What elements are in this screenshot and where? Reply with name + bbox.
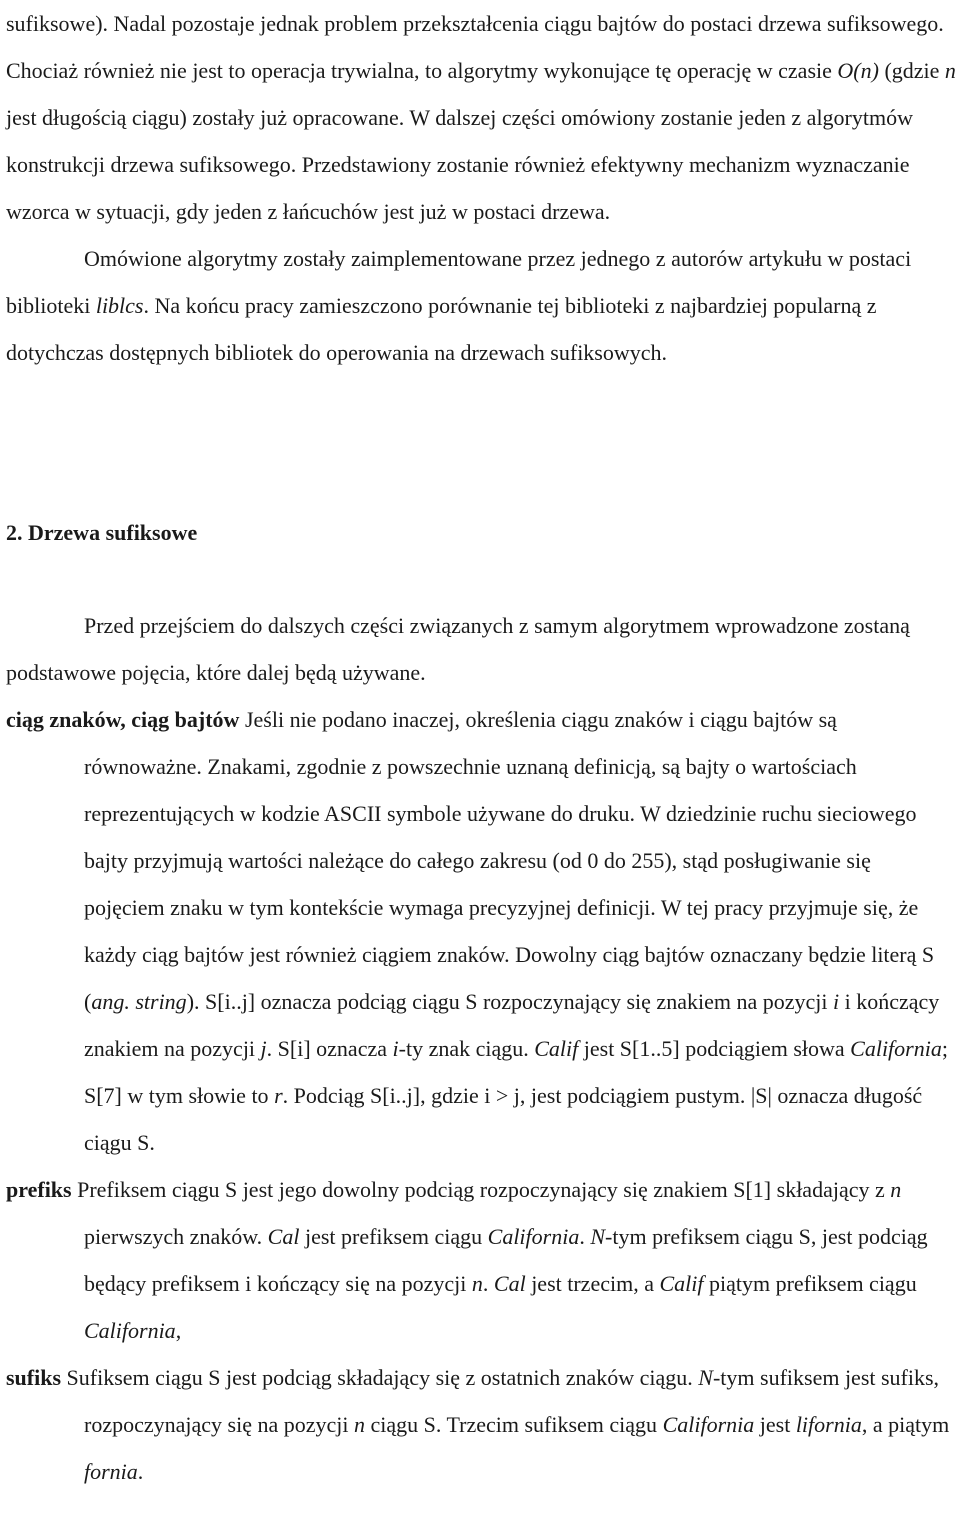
definition-term: ciąg znaków, ciąg bajtów [6, 707, 240, 732]
definition-text: . S[i] oznacza [266, 1036, 393, 1061]
definition-italic-text: Cal [493, 1271, 526, 1296]
definition-italic-text: Calif [659, 1271, 704, 1296]
definition-text: . [579, 1224, 591, 1249]
definition-text: pierwszych znaków. [84, 1224, 268, 1249]
definition-text: Prefiksem ciągu S jest jego dowolny podciąg rozpoczynający się znakiem S[1] składający z [71, 1177, 891, 1202]
definition-italic-text: California [850, 1036, 942, 1061]
definition-italic-text: n [890, 1177, 902, 1202]
definition-italic-text: ang. string [91, 989, 187, 1014]
definition-text: . Podciąg S[i..j], gdzie i > j, jest podciągiem pustym. |S| oznacza długość ciągu S. [84, 1083, 923, 1155]
definition-text: , [175, 1318, 182, 1343]
definition-text: -ty znak ciągu. [398, 1036, 535, 1061]
definition-italic-text: California [662, 1412, 755, 1437]
intro-paragraph-2: Omówione algorytmy zostały zaimplementowane przez jednego z autorów artykułu w postaci biblioteki liblcs. Na końcu pracy zamieszczono porównanie tej biblioteki z najbardziej popularną z dotychczas dostępnych bibliotek do operowania na drzewach sufiksowych. [6, 246, 912, 365]
definition-text: Sufiksem ciągu S jest podciąg składający się z ostatnich znaków ciągu. [61, 1365, 699, 1390]
definition-italic-text: fornia [84, 1459, 138, 1484]
definition-italic-text: i [392, 1036, 399, 1061]
definition-italic-text: n [353, 1412, 365, 1437]
definition-text: jest prefiksem ciągu [299, 1224, 488, 1249]
definition-text: jest S[1..5] podciągiem słowa [578, 1036, 851, 1061]
section-body [6, 602, 956, 1495]
intro-text [6, 0, 956, 376]
definition-text: , a piątym [861, 1412, 950, 1437]
definition-italic-text: N [590, 1224, 606, 1249]
definition-list [6, 696, 956, 1495]
definition-text: jest trzecim, a [525, 1271, 660, 1296]
definition-italic-text: Cal [267, 1224, 300, 1249]
definition-item [6, 696, 956, 1166]
definition-text: -tym prefiksem ciągu S, jest podciąg będący prefiksem i kończący się na pozycji [84, 1224, 928, 1296]
definition-text: . [137, 1459, 144, 1484]
definition-italic-text: Calif [534, 1036, 579, 1061]
definition-italic-text: California [487, 1224, 580, 1249]
definition-italic-text: N [698, 1365, 713, 1390]
definition-italic-text: r [274, 1083, 283, 1108]
definition-item [6, 1166, 956, 1354]
definition-italic-text: j [260, 1036, 267, 1061]
definition-text: i kończący znakiem na pozycji [84, 989, 940, 1061]
definition-italic-text: i [832, 989, 840, 1014]
definition-italic-text: California [84, 1318, 176, 1343]
definition-text: -tym sufiksem jest sufiks, rozpoczynający się na pozycji [84, 1365, 940, 1437]
definition-text: ; S[7] w tym słowie to [84, 1036, 948, 1108]
intro-paragraph-1: sufiksowe). Nadal pozostaje jednak problem przekształcenia ciągu bajtów do postaci drzewa sufiksowego. Chociaż również nie jest to operacja trywialna, to algorytmy wykonujące tę operację w czasie O(n) (gdzie n jest długością ciągu) zostały już opracowane. W dalszej części omówiony zostanie jeden z algorytmów konstrukcji drzewa sufiksowego. Przedstawiony zostanie również efektywny mechanizm wyznaczanie wzorca w sytuacji, gdy jeden z łańcuchów jest już w postaci drzewa. [6, 11, 956, 224]
section-heading: 2. Drzewa sufiksowe [6, 520, 198, 545]
definition-text: ). S[i..j] oznacza podciąg ciągu S rozpoczynający się znakiem na pozycji [186, 989, 833, 1014]
definition-italic-text: lifornia [795, 1412, 862, 1437]
definition-text: Jeśli nie podano inaczej, określenia ciągu znaków i ciągu bajtów są równoważne. Znakami, zgodnie z powszechnie uznaną definicją, są bajty o wartościach reprezentujących w kodzie ASCII symbole używane do druku. W dziedzinie ruchu sieciowego bajty przyjmują wartości należące do całego zakresu (od 0 do 255), stąd posługiwanie się pojęciem znaku w tym kontekście wymaga precyzyjnej definicji. W tej pracy przyjmuje się, że każdy ciąg bajtów jest również ciągiem znaków. Dowolny ciąg bajtów oznaczany będzie literą S ( [84, 707, 935, 1014]
definition-text: . [482, 1271, 494, 1296]
definition-text: piątym prefiksem ciągu [703, 1271, 917, 1296]
definition-italic-text: n [471, 1271, 483, 1296]
definition-term: sufiks [6, 1365, 62, 1390]
definition-text: ciągu S. Trzecim sufiksem ciągu [364, 1412, 663, 1437]
definition-item [6, 1354, 956, 1495]
section-lead-paragraph: Przed przejściem do dalszych części związanych z samym algorytmem wprowadzone zostaną podstawowe pojęcia, które dalej będą używane. [6, 613, 910, 685]
definition-term: prefiks [6, 1177, 72, 1202]
definition-text: jest [754, 1412, 796, 1437]
